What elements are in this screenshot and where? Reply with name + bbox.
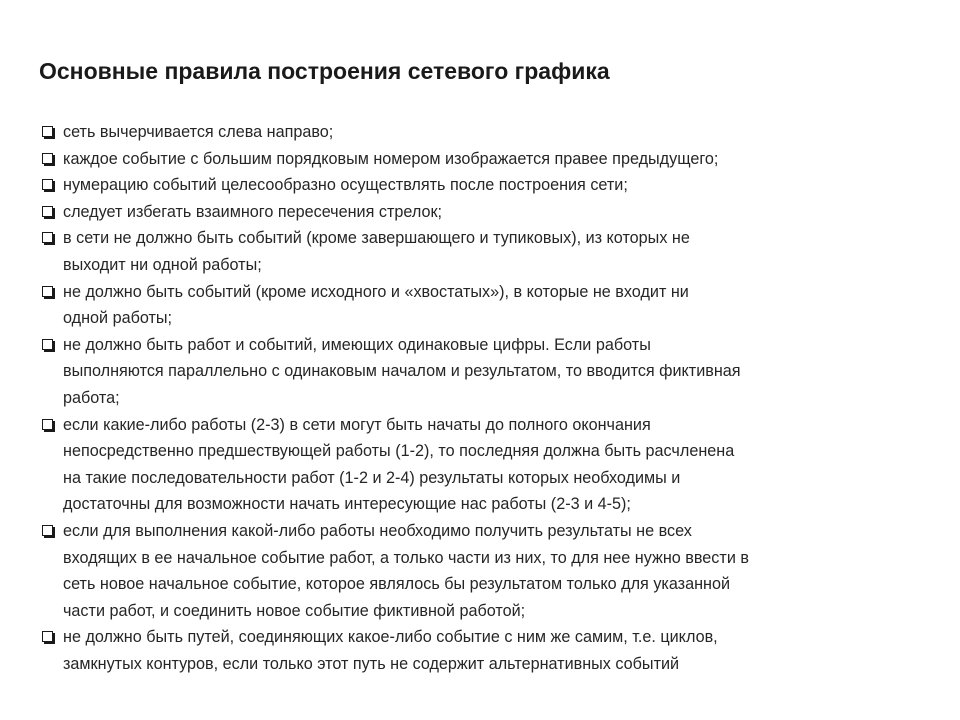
rule-text-line: следует избегать взаимного пересечения стрелок; [63,202,443,221]
rule-text-line: сеть новое начальное событие, которое являлось бы результатом только для указанной [63,575,731,594]
rule-text-line: входящих в ее начальное событие работ, а только части из них, то для нее нужно ввести в [63,548,749,567]
rule-item [42,172,942,199]
rule-item [42,332,942,412]
checkbox-bullet-icon [42,153,53,164]
rule-item [42,518,942,624]
checkbox-bullet-icon [42,286,53,297]
rule-text-line: каждое событие с большим порядковым номером изображается правее предыдущего; [63,149,719,168]
rule-item [42,119,942,146]
checkbox-bullet-icon [42,525,53,536]
rule-text-line: замкнутых контуров, если только этот путь не содержит альтернативных событий [63,654,680,673]
checkbox-bullet-icon [42,206,53,217]
rule-text-line: в сети не должно быть событий (кроме завершающего и тупиковых), из которых не [63,229,690,248]
rule-text [63,119,942,146]
rule-text-line: части работ, и соединить новое событие фиктивной работой; [63,601,526,620]
rule-text-line: не должно быть путей, соединяющих какое-либо событие с ним же самим, т.е. циклов, [63,628,718,647]
rule-text [63,172,942,199]
rule-text-line: выходит ни одной работы; [63,255,262,274]
rule-text-line: не должно быть работ и событий, имеющих одинаковые цифры. Если работы [63,335,651,354]
rule-text [63,332,942,412]
rule-text-line: непосредственно предшествующей работы (1-2), то последняя должна быть расчленена [63,442,735,461]
rule-text-line: не должно быть событий (кроме исходного и «хвостатых»), в которые не входит ни [63,282,689,301]
rule-text-line: достаточны для возможности начать интересующие нас работы (2-3 и 4-5); [63,495,631,514]
slide-title: Основные правила построения сетевого графика [39,58,610,84]
rule-text-line: выполняются параллельно с одинаковым началом и результатом, то вводится фиктивная [63,362,741,381]
rule-text [63,146,942,173]
rule-text-line: работа; [63,388,120,407]
rule-item [42,279,942,332]
rule-text [63,624,942,677]
rule-item [42,624,942,677]
checkbox-bullet-icon [42,179,53,190]
rule-text-line: если какие-либо работы (2-3) в сети могут быть начаты до полного окончания [63,415,651,434]
rule-text [63,199,942,226]
checkbox-bullet-icon [42,126,53,137]
checkbox-bullet-icon [42,419,53,430]
checkbox-bullet-icon [42,232,53,243]
checkbox-bullet-icon [42,631,53,642]
rule-text-line: на такие последовательности работ (1-2 и 2-4) результаты которых необходимы и [63,468,681,487]
rule-item [42,412,942,518]
rule-text-line: сеть вычерчивается слева направо; [63,123,334,141]
rule-item [42,225,942,278]
rule-text [63,518,942,624]
rule-text-line: одной работы; [63,309,173,328]
rules-list [42,119,942,677]
rule-text [63,225,942,278]
checkbox-bullet-icon [42,339,53,350]
rule-text-line: нумерацию событий целесообразно осуществлять после построения сети; [63,176,628,195]
rule-text-line: если для выполнения какой-либо работы необходимо получить результаты не всех [63,521,692,540]
rule-item [42,146,942,173]
rule-item [42,199,942,226]
rule-text [63,279,942,332]
rule-text [63,412,942,518]
